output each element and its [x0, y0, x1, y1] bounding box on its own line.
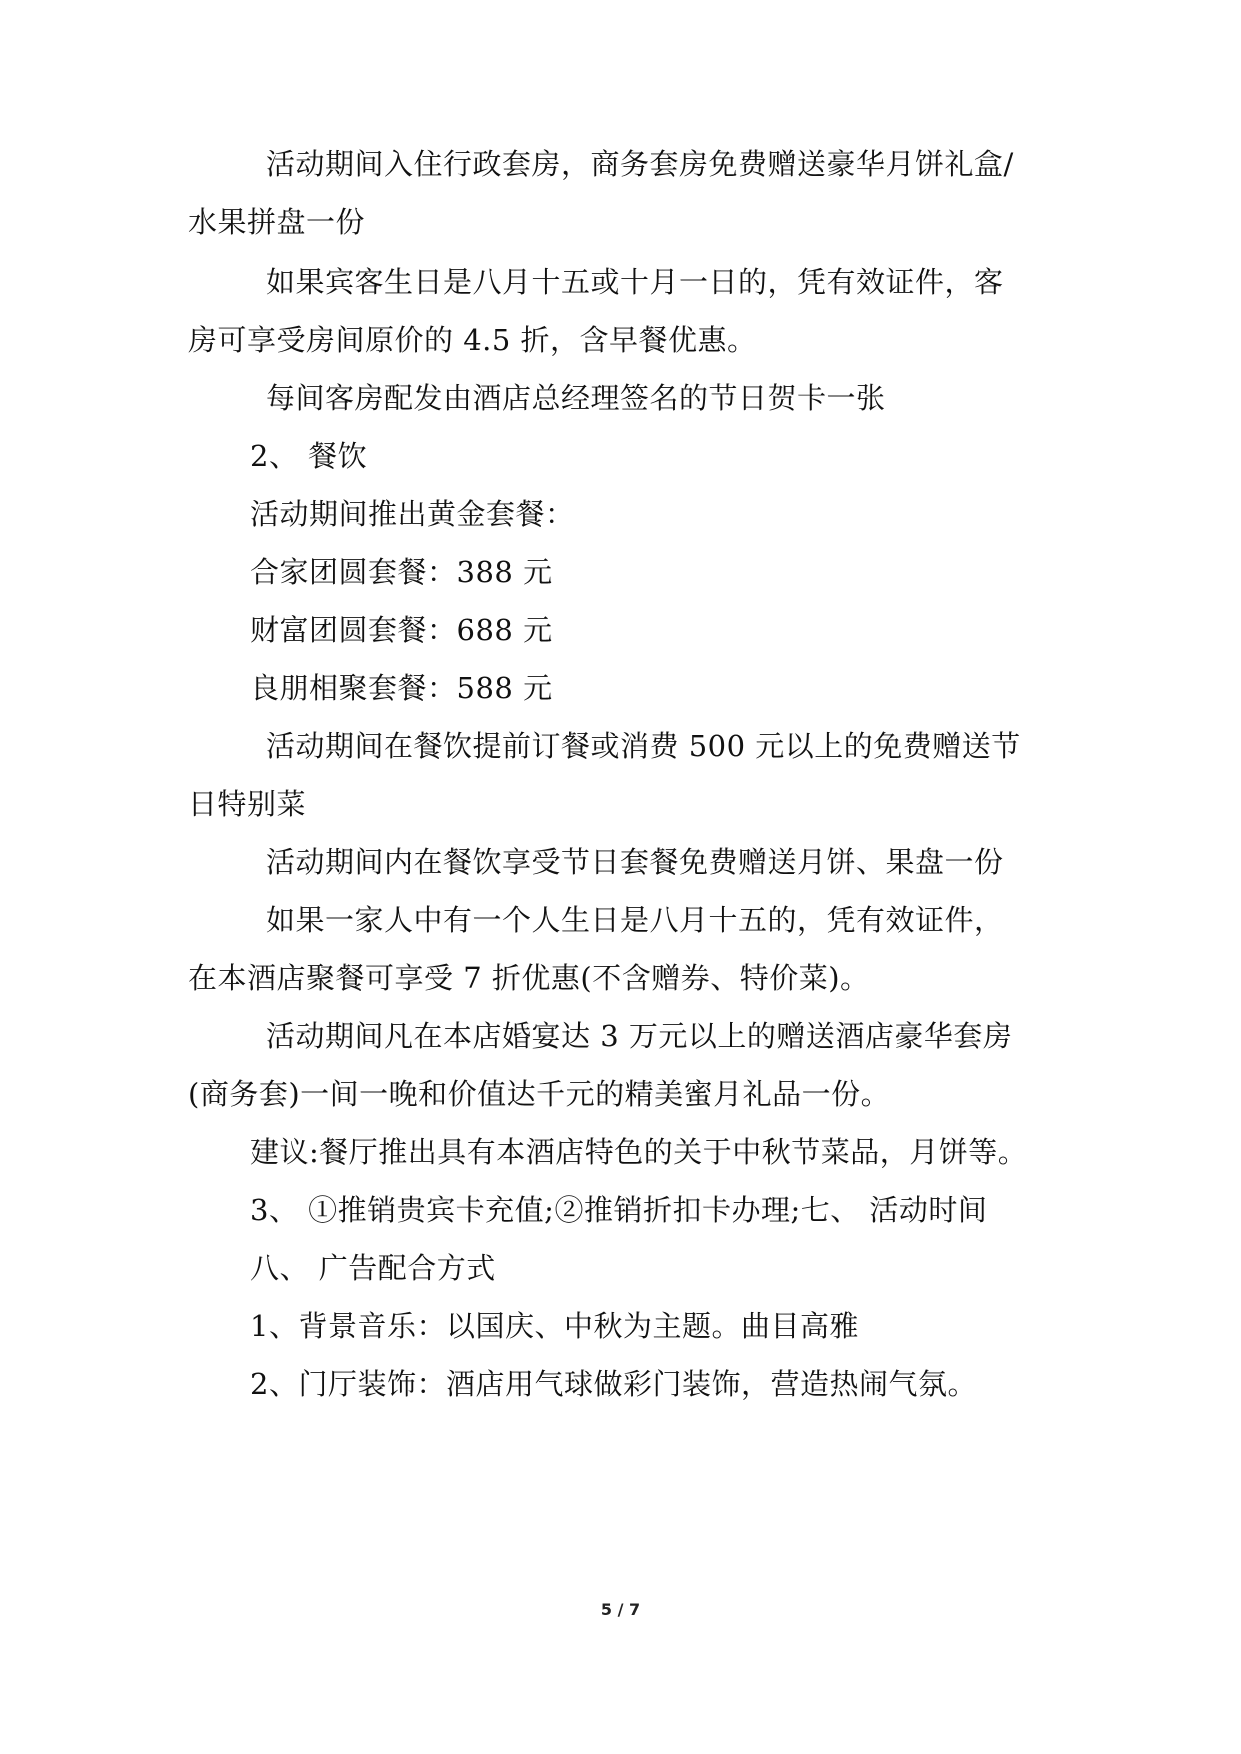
text-line: 日特别菜: [188, 787, 307, 821]
list-item: 1、背景音乐：以国庆、中秋为主题。曲目高雅: [250, 1309, 859, 1343]
text-line: 活动期间推出黄金套餐：: [250, 497, 575, 531]
text-line: 房可享受房间原价的 4.5 折，含早餐优惠。: [188, 323, 757, 357]
menu-item: 良朋相聚套餐：588 元: [250, 671, 553, 705]
text-line: 活动期间内在餐饮享受节日套餐免费赠送月饼、果盘一份: [266, 845, 1004, 879]
menu-item: 合家团圆套餐：388 元: [250, 555, 553, 589]
text-line: 活动期间凡在本店婚宴达 3 万元以上的赠送酒店豪华套房: [266, 1019, 1013, 1053]
text-line: 在本酒店聚餐可享受 7 折优惠(不含赠券、特价菜)。: [188, 961, 870, 995]
text-line: 建议:餐厅推出具有本酒店特色的关于中秋节菜品，月饼等。: [250, 1135, 1028, 1169]
section-heading: 2、 餐饮: [250, 439, 368, 473]
text-line: 活动期间在餐饮提前订餐或消费 500 元以上的免费赠送节: [266, 729, 1021, 763]
section-heading: 八、 广告配合方式: [250, 1251, 496, 1285]
section-heading: 3、 ①推销贵宾卡充值;②推销折扣卡办理;七、 活动时间: [250, 1193, 988, 1227]
text-line: 活动期间入住行政套房，商务套房免费赠送豪华月饼礼盒/: [266, 147, 1014, 181]
list-item: 2、门厅装饰：酒店用气球做彩门装饰，营造热闹气氛。: [250, 1367, 977, 1401]
text-line: 每间客房配发由酒店总经理签名的节日贺卡一张: [266, 381, 886, 415]
text-line: (商务套)一间一晚和价值达千元的精美蜜月礼品一份。: [188, 1077, 891, 1111]
page-number: 5 / 7: [600, 1600, 641, 1619]
text-line: 如果一家人中有一个人生日是八月十五的，凭有效证件，: [266, 903, 1004, 937]
text-line: 水果拼盘一份: [188, 205, 366, 239]
text-line: 如果宾客生日是八月十五或十月一日的，凭有效证件，客: [266, 265, 1004, 299]
menu-item: 财富团圆套餐：688 元: [250, 613, 553, 647]
